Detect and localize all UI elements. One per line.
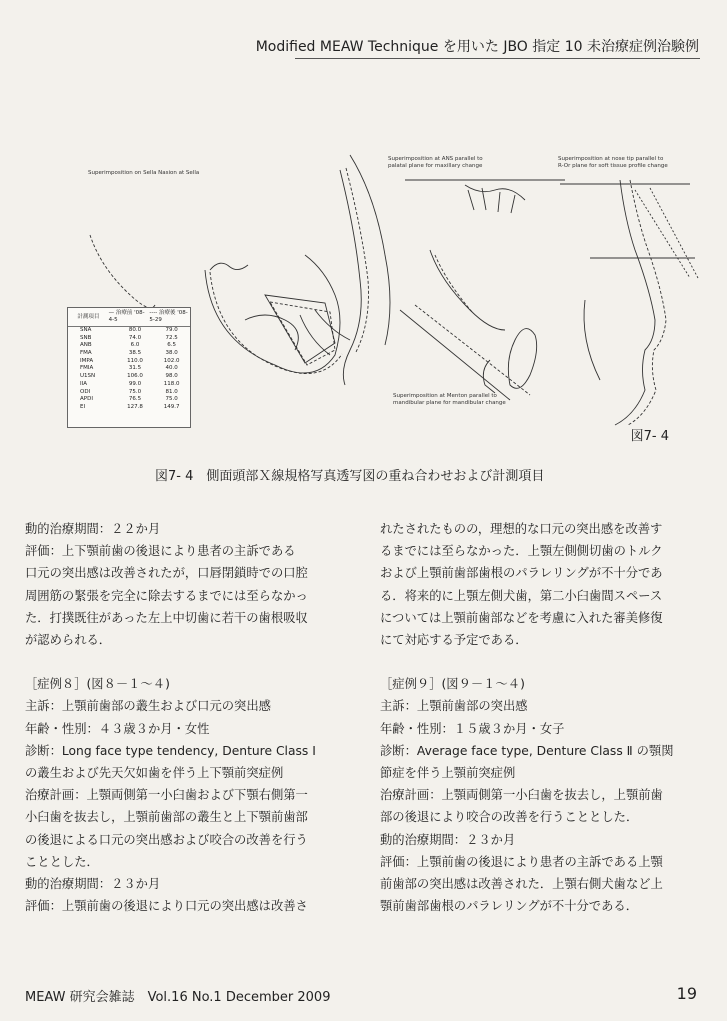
section-heading: ［症例８］(図８－１～４)	[25, 677, 170, 692]
text-line: 診断：Long face type tendency, Denture Class Ⅰ	[25, 743, 316, 758]
text-line: については上顎前歯部などを考慮に入れた審美修復	[380, 610, 663, 625]
cephalometric-figure	[60, 140, 700, 460]
panel-label-sella: Superimposition on Sella Nasion at Sella	[88, 170, 200, 176]
text-line: 動的治療期間：２３か月	[25, 877, 161, 892]
panel-label-nose-2: R-Or plane for soft tissue profile change	[558, 163, 668, 169]
text-line: 前歯部の突出感は改善された．上顎右側犬歯など上	[380, 877, 663, 892]
text-line: 部の後退により咬合の改善を行うこととした．	[380, 810, 639, 825]
text-line: 周囲筋の緊張を完全に除去するまでには至らなかっ	[25, 588, 308, 603]
table-row: IMPA 110.0 102.0	[80, 357, 180, 364]
text-line: の後退による口元の突出感および咬合の改善を行う	[25, 832, 308, 847]
table-row: EI 127.8 149.7	[80, 403, 180, 410]
table-row: ODI 75.0 81.0	[80, 388, 178, 395]
text-line: にて対応する予定である．	[380, 633, 528, 648]
panel-label-ans-1: Superimposition at ANS parallel to	[388, 156, 483, 162]
header-rule	[295, 58, 700, 59]
text-line: 主訴：上顎前歯部の叢生および口元の突出感	[25, 699, 271, 714]
text-line: 節症を伴う上顎前突症例	[380, 766, 516, 781]
table-row: SNB 74.0 72.5	[80, 334, 178, 341]
table-row: FMA 38.5 38.0	[80, 350, 178, 357]
left-column	[25, 518, 350, 917]
text-line: た．打撲既往があった左上中切歯に若干の歯根吸収	[25, 610, 308, 625]
panel-label-nose-1: Superimposition at nose tip parallel to	[558, 156, 664, 162]
header-after: ---- 治療後 '08-5-29	[149, 310, 188, 323]
tracing-soft-tissue	[560, 180, 698, 425]
spacer	[380, 651, 705, 673]
text-line: 顎前歯部歯根のパラレリングが不十分である．	[380, 899, 638, 914]
text-line: るまでには至らなかった．上顎左側側切歯のトルク	[380, 544, 663, 559]
text-line: れたされたものの，理想的な口元の突出感を改善す	[380, 522, 663, 536]
text-line: 小臼歯を抜去し，上顎前歯部の叢生と上下顎前歯部	[25, 810, 308, 825]
journal-footer: MEAW 研究会雑誌 Vol.16 No.1 December 2009	[25, 990, 331, 1005]
text-line: の叢生および先天欠如歯を伴う上下顎前突症例	[25, 766, 284, 781]
table-row: U1SN 106.0 98.0	[80, 373, 178, 380]
text-line: 治療計画：上顎両側第一小臼歯を抜去し，上顎前歯	[380, 788, 663, 803]
measurement-table	[67, 307, 191, 428]
text-line: および上顎前歯部歯根のパラレリングが不十分であ	[380, 566, 663, 581]
right-column	[380, 518, 705, 917]
spacer	[25, 651, 350, 673]
table-row: IIA 99.0 118.0	[80, 380, 180, 387]
tracing-maxillary	[350, 155, 565, 400]
text-line: 動的治療期間：２３か月	[380, 832, 516, 847]
text-line: 口元の突出感は改善されたが，口唇閉鎖時での口腔	[25, 566, 308, 581]
table-row: FMIA 31.5 40.0	[80, 365, 178, 372]
measurement-table-header	[68, 308, 190, 327]
text-line: る．将来的に上顎左側犬歯，第二小臼歯間スペース	[380, 588, 663, 603]
text-line: 治療計画：上顎両側第一小臼歯および下顎右側第一	[25, 788, 308, 803]
text-line: 年齢・性別：４３歳３か月・女性	[25, 721, 210, 736]
text-line: 動的治療期間：２２か月	[25, 522, 161, 536]
text-line: 評価：上顎前歯の後退により口元の突出感は改善さ	[25, 899, 308, 914]
table-row: APDI 76.5 75.0	[80, 396, 178, 403]
text-line: 評価：上下顎前歯の後退により患者の主訴である	[25, 544, 296, 559]
figure-caption: 図7- 4 側面頭部Ｘ線規格写真透写図の重ね合わせおよび計測項目	[155, 469, 545, 484]
text-line: 評価：上顎前歯の後退により患者の主訴である上顎	[380, 854, 663, 869]
text-line: が認められる．	[25, 633, 112, 648]
header-before: — 治療前 '08-4-5	[108, 310, 145, 323]
table-row: SNA 80.0 79.0	[80, 327, 178, 333]
section-heading: ［症例９］(図９－１～４)	[380, 677, 525, 692]
header-item: 計測項目	[77, 313, 100, 320]
text-line: 主訴：上顎前歯部の突出感	[380, 699, 528, 714]
panel-label-menton-2: mandibular plane for mandibular change	[393, 400, 506, 406]
text-line: こととした．	[25, 854, 99, 869]
text-line: 診断：Average face type, Denture Class Ⅱ の顎関	[380, 743, 674, 758]
panel-label-ans-2: palatal plane for maxillary change	[388, 163, 483, 169]
table-row: ANB 6.0 6.5	[80, 342, 177, 349]
page-number: 19	[676, 984, 697, 1003]
text-line: 年齢・性別：１５歳３か月・女子	[380, 721, 565, 736]
figure-label: 図7- 4	[630, 429, 669, 444]
panel-label-menton-1: Superimposition at Menton parallel to	[393, 393, 497, 399]
running-title: Modified MEAW Technique を用いた JBO 指定 10 未治療症例治験例	[255, 39, 699, 55]
